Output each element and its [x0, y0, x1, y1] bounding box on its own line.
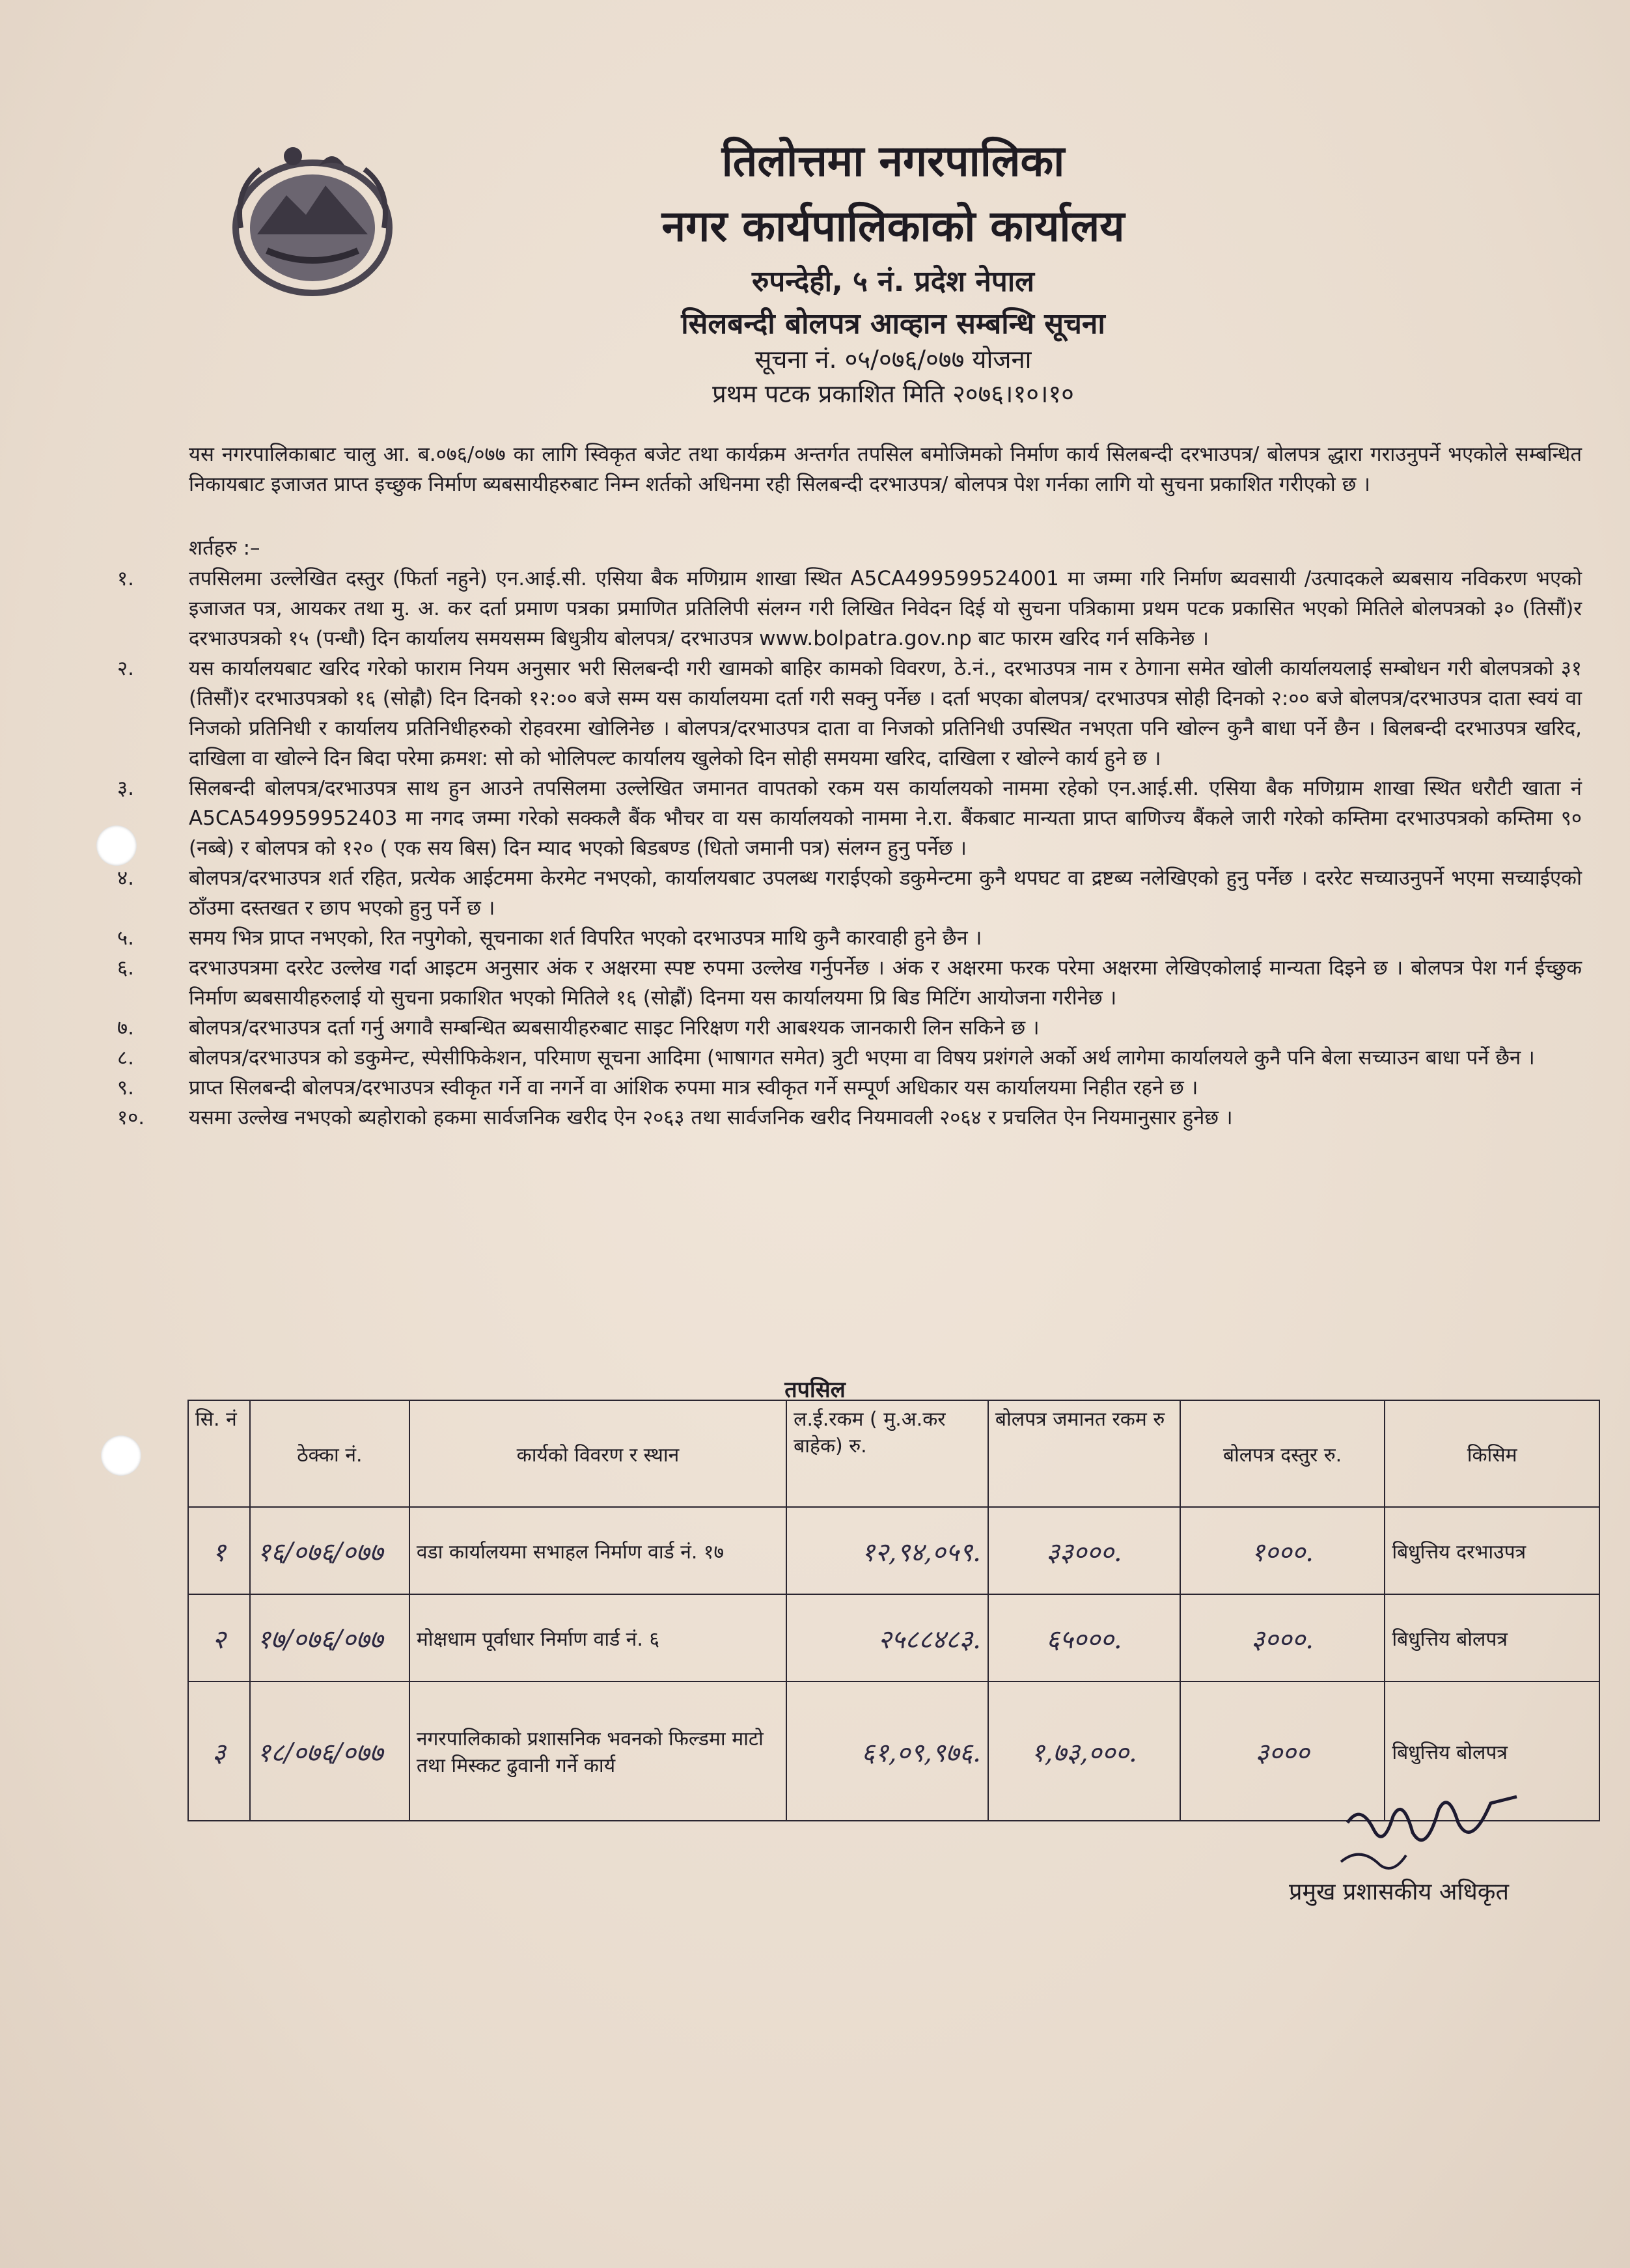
cell-description: वडा कार्यालयमा सभाहल निर्माण वार्ड नं. १७	[409, 1507, 786, 1594]
condition-text: समय भित्र प्राप्त नभएको, रित नपुगेको, सूचनाका शर्त विपरित भएको दरभाउपत्र माथि कुनै कारवाही हुने छैन ।	[189, 926, 982, 950]
cell-estimate: १२,९४,०५९.	[786, 1507, 988, 1594]
condition-item	[117, 1013, 1582, 1043]
cell-fee: ३०००	[1180, 1681, 1385, 1821]
cell-fee: ३०००.	[1180, 1594, 1385, 1681]
col-header-sn: सि. नं	[188, 1400, 250, 1507]
table-row	[188, 1594, 1599, 1681]
condition-number: १०.	[117, 1106, 145, 1129]
cell-type: बिधुत्तिय बोलपत्र	[1385, 1594, 1599, 1681]
condition-number: ७.	[117, 1016, 134, 1040]
location: रुपन्देही, ५ नं. प्रदेश नेपाल	[752, 265, 1034, 298]
condition-text: सिलबन्दी बोलपत्र/दरभाउपत्र साथ हुन आउने तपसिलमा उल्लेखित जमानत वापतको रकम यस कार्यालयको नाममा रहेको एन.आई.सी. एसिया बैक मणिग्राम शाखा स्थित धरौटी खाता नं A5CA549959952403 मा नगद जम्मा गरेको सक्कलै बैंक भौचर वा यस कार्यालयको नाममा ने.रा. बैंकबाट मान्यता प्राप्त बाणिज्य बैंकले जारी गरेको कम्तिमा दरभाउपत्रको कम्तिमा ९० (नब्बे) र बोलपत्र को १२० ( एक सय बिस) दिन म्याद भएको बिडबण्ड (धितो जमानी पत्र) संलग्न हुनु पर्नेछ ।	[189, 777, 1582, 860]
cell-description: मोक्षधाम पूर्वाधार निर्माण वार्ड नं. ६	[409, 1594, 786, 1681]
cell-sn: २	[188, 1594, 250, 1681]
condition-item	[117, 923, 1582, 953]
schedule-caption: तपसिल	[784, 1377, 846, 1403]
condition-text: बोलपत्र/दरभाउपत्र को डकुमेन्ट, स्पेसीफिकेशन, परिमाण सूचना आदिमा (भाषागत समेत) त्रुटी भएमा वा विषय प्रशंगले अर्को अर्थ लागेमा कार्यालयले कुनै पनि बेला सच्याउन बाधा पर्ने छैन ।	[189, 1046, 1535, 1070]
cell-description: नगरपालिकाको प्रशासनिक भवनको फिल्डमा माटो तथा मिस्कट ढुवानी गर्ने कार्य	[409, 1681, 786, 1821]
notice-title: सिलबन्दी बोलपत्र आव्हान सम्बन्धि सूचना	[681, 307, 1105, 340]
table-header-row	[188, 1400, 1599, 1507]
condition-text: प्राप्त सिलबन्दी बोलपत्र/दरभाउपत्र स्वीकृत गर्ने वा नगर्ने वा आंशिक रुपमा मात्र स्वीकृत गर्ने सम्पूर्ण अधिकार यस कार्यालयमा निहीत रहने छ ।	[189, 1076, 1198, 1099]
conditions-list	[117, 564, 1582, 1133]
condition-text: बोलपत्र/दरभाउपत्र दर्ता गर्नु अगावै सम्बन्धित ब्यबसायीहरुबाट साइट निरिक्षण गरी आबश्यक जानकारी लिन सकिने छ ।	[189, 1016, 1040, 1040]
cell-security: ६५०००.	[988, 1594, 1180, 1681]
condition-item	[117, 1103, 1582, 1133]
cell-sn: १	[188, 1507, 250, 1594]
published-date: प्रथम पटक प्रकाशित मिति २०७६।१०।१०	[712, 380, 1074, 408]
schedule-table	[187, 1400, 1600, 1821]
condition-item	[117, 953, 1582, 1013]
col-header-description: कार्यको विवरण र स्थान	[409, 1400, 786, 1507]
cell-fee: १०००.	[1180, 1507, 1385, 1594]
cell-sn: ३	[188, 1681, 250, 1821]
condition-item	[117, 1073, 1582, 1103]
signatory-title: प्रमुख प्रशासकीय अधिकृत	[1289, 1879, 1509, 1905]
table-row	[188, 1507, 1599, 1594]
cell-contract: १७/०७६/०७७	[250, 1594, 409, 1681]
condition-item	[117, 1043, 1582, 1073]
condition-number: ९.	[117, 1076, 134, 1099]
condition-number: ८.	[117, 1046, 134, 1070]
conditions-label: शर्तहरु :–	[189, 536, 260, 560]
condition-number: २.	[117, 657, 134, 680]
col-header-estimate: ल.ई.रकम ( मु.अ.कर बाहेक) रु.	[786, 1400, 988, 1507]
col-header-security: बोलपत्र जमानत रकम रु	[988, 1400, 1180, 1507]
org-name: तिलोत्तमा नगरपालिका	[721, 136, 1065, 186]
condition-item	[117, 654, 1582, 773]
cell-contract: १६/०७६/०७७	[250, 1507, 409, 1594]
condition-text: तपसिलमा उल्लेखित दस्तुर (फिर्ता नहुने) एन.आई.सी. एसिया बैक मणिग्राम शाखा स्थित A5CA499599524001 मा जम्मा गरि निर्माण ब्यवसायी /उत्पादकले ब्यबसाय नविकरण भएको इजाजत पत्र, आयकर तथा मु. अ. कर दर्ता प्रमाण पत्रका प्रमाणित प्रतिलिपी संलग्न गरी लिखित निवेदन दिई यो सुचना पत्रिकामा प्रथम पटक प्रकासित भएको मितिले बोलपत्रको ३० (तिसौं)र दरभाउपत्रको १५ (पन्धौ) दिन कार्यालय समयसम्म बिधुत्रीय बोलपत्र/ दरभाउपत्र www.bolpatra.gov.np बाट फारम खरिद गर्न सकिनेछ ।	[189, 567, 1582, 650]
condition-text: यस कार्यालयबाट खरिद गरेको फाराम नियम अनुसार भरी सिलबन्दी गरी खामको बाहिर कामको विवरण, ठे.नं., दरभाउपत्र नाम र ठेगाना समेत खोली कार्यालयलाई सम्बोधन गरी बोलपत्रको ३१ (तिसौं)र दरभाउपत्रको १६ (सोह्रौ) दिन दिनको १२:०० बजे सम्म यस कार्यालयमा दर्ता गरी सक्नु पर्नेछ । दर्ता भएका बोलपत्र/ दरभाउपत्र सोही दिनको २:०० बजे बोलपत्र/दरभाउपत्र दाता स्वयं वा निजको प्रतिनिधी र कार्यालय प्रतिनिधीहरुको रोहवरमा खोलिनेछ । बोलपत्र/दरभाउपत्र दाता वा निजको प्रतिनिधी उपस्थित नभएता पनि खोल्न कुनै बाधा पर्ने छैन । बिलबन्दी दरभाउपत्र खरिद, दाखिला वा खोल्ने दिन बिदा परेमा क्रमश: सो को भोलिपल्ट कार्यालय खुलेको दिन सोही समयमा खरिद, दाखिला र खोल्ने कार्य हुने छ ।	[189, 657, 1582, 770]
condition-text: दरभाउपत्रमा दररेट उल्लेख गर्दा आइटम अनुसार अंक र अक्षरमा स्पष्ट रुपमा उल्लेख गर्नुपर्नेछ । अंक र अक्षरमा फरक परेमा अक्षरमा लेखिएकोलाई मान्यता दिइने छ । बोलपत्र पेश गर्न ईच्छुक निर्माण ब्यबसायीहरुलाई यो सुचना प्रकाशित भएको मितिले १६ (सोह्रौं) दिनमा यस कार्यालयमा प्रि बिड मिटिंग आयोजना गरीनेछ ।	[189, 956, 1582, 1010]
cell-type: बिधुत्तिय बोलपत्र	[1385, 1681, 1599, 1821]
cell-security: १,७३,०००.	[988, 1681, 1180, 1821]
office-name: नगर कार्यपालिकाको कार्यालय	[661, 201, 1125, 251]
col-header-fee: बोलपत्र दस्तुर रु.	[1180, 1400, 1385, 1507]
condition-number: ५.	[117, 926, 134, 950]
condition-text: बोलपत्र/दरभाउपत्र शर्त रहित, प्रत्येक आईटममा केरमेट नभएको, कार्यालयबाट उपलब्ध गराईएको डकुमेन्टमा कुनै थपघट वा द्रष्टब्य नलेखिएको हुनु पर्नेछ । दररेट सच्याउनुपर्ने भएमा सच्याईएको ठाँउमा दस्तखत र छाप भएको हुनु पर्ने छ ।	[189, 866, 1582, 920]
cell-security: ३३०००.	[988, 1507, 1180, 1594]
intro-paragraph: यस नगरपालिकाबाट चालु आ. ब.०७६/०७७ का लागि स्विकृत बजेट तथा कार्यक्रम अन्तर्गत तपसिल बमोजिमको निर्माण कार्य सिलबन्दी दरभाउपत्र/ बोलपत्र द्धारा गराउनुपर्ने भएकोले सम्बन्धित निकायबाट इजाजत प्राप्त इच्छुक निर्माण ब्यबसायीहरुबाट निम्न शर्तको अधिनमा रही सिलबन्दी दरभाउपत्र/ बोलपत्र पेश गर्नका लागि यो सुचना प्रकाशित गरीएको छ ।	[189, 443, 1582, 496]
condition-number: ४.	[117, 866, 134, 890]
condition-number: ३.	[117, 777, 134, 800]
col-header-type: किसिम	[1385, 1400, 1599, 1507]
notice-number: सूचना नं. ०५/०७६/०७७ योजना	[754, 345, 1032, 374]
condition-text: यसमा उल्लेख नभएको ब्यहोराको हकमा सार्वजनिक खरीद ऐन २०६३ तथा सार्वजनिक खरीद नियमावली २०६४ र प्रचलित ऐन नियमानुसार हुनेछ ।	[189, 1106, 1233, 1129]
signature	[1334, 1784, 1530, 1881]
cell-contract: १८/०७६/०७७	[250, 1681, 409, 1821]
col-header-contract: ठेक्का नं.	[250, 1400, 409, 1507]
punch-hole-bottom	[101, 1435, 141, 1476]
condition-item	[117, 773, 1582, 863]
cell-type: बिधुत्तिय दरभाउपत्र	[1385, 1507, 1599, 1594]
cell-estimate: २५८८४८३.	[786, 1594, 988, 1681]
condition-item	[117, 564, 1582, 654]
cell-estimate: ६१,०९,९७६.	[786, 1681, 988, 1821]
condition-number: ६.	[117, 956, 134, 980]
condition-number: १.	[117, 567, 134, 590]
condition-item	[117, 863, 1582, 923]
